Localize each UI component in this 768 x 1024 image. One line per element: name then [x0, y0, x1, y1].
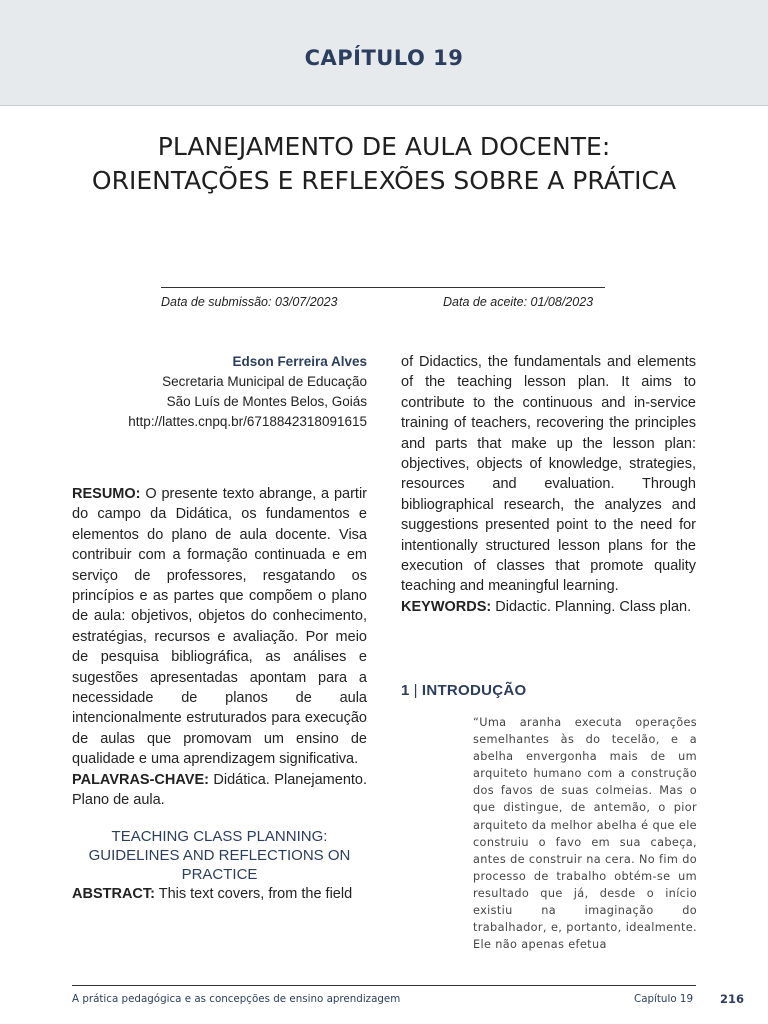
page-number: 216 — [720, 992, 745, 1006]
author-name: Edson Ferreira Alves — [232, 354, 367, 369]
author-block — [72, 352, 367, 432]
section-separator: | — [413, 682, 418, 699]
footer-divider — [72, 985, 696, 986]
right-column — [401, 352, 696, 617]
keywords-label: KEYWORDS: — [401, 598, 492, 615]
article-title-line-1: PLANEJAMENTO DE AULA DOCENTE: — [157, 132, 611, 161]
chapter-label: CAPÍTULO 19 — [304, 46, 464, 70]
section-title: INTRODUÇÃO — [421, 682, 527, 699]
acceptance-date: Data de aceite: 01/08/2023 — [443, 295, 594, 309]
author-location: São Luís de Montes Belos, Goiás — [166, 394, 367, 409]
english-title: TEACHING CLASS PLANNING: GUIDELINES AND REFLECTIONS ON PRACTICE — [88, 827, 351, 883]
submission-date: Data de submissão: 03/07/2023 — [161, 295, 338, 309]
resumo-paragraph — [72, 484, 367, 770]
palavras-chave-text: Didática. Planejamento. Plano de aula. — [72, 771, 367, 809]
section-number: 1 — [401, 682, 410, 699]
footer-chapter: Capítulo 19 — [634, 993, 693, 1005]
author-lattes-link[interactable]: http://lattes.cnpq.br/6718842318091615 — [128, 414, 367, 429]
resumo-label: RESUMO: — [72, 486, 141, 502]
keywords-paragraph — [401, 597, 696, 617]
palavras-chave-label: PALAVRAS-CHAVE: — [72, 771, 209, 788]
abstract-paragraph-start — [72, 884, 367, 904]
keywords-text: Didactic. Planning. Class plan. — [491, 598, 692, 615]
article-title — [40, 130, 728, 198]
abstract-label: ABSTRACT: — [72, 885, 155, 902]
abstract-text-right: of Didactics, the fundamentals and elements of the teaching lesson plan. It aims to contribute to the continuous and in-service training of teachers, recovering the principles and parts that make up the lesson plan: objectives, objects of knowledge, strategies, resources and evaluation. Through bibliographical research, the analyzes and suggestions presented point to the need for intentionally structured lesson plans for the execution of classes that promote quality teaching and meaningful learning. — [401, 354, 696, 595]
article-title-line-2: ORIENTAÇÕES E REFLEXÕES SOBRE A PRÁTICA — [91, 166, 677, 195]
footer-book-title: A prática pedagógica e as concepções de ensino aprendizagem — [72, 993, 401, 1005]
palavras-chave-paragraph — [72, 770, 367, 811]
block-quote: “Uma aranha executa operações semelhantes às do tecelão, e a abelha envergonha mais de um arquiteto humano com a construção dos favos de suas colmeias. Mas o que distingue, de antemão, o pior arquiteto da melhor abelha é que ele construiu o favo em sua cabeça, antes de construir na cera. No fim do processo de trabalho obtém-se um resultado que já, desde o início existiu na imaginação do trabalhador, e, portanto, idealmente. Ele não apenas efetua — [473, 716, 697, 952]
section-heading-introducao — [401, 682, 527, 699]
author-affiliation: Secretaria Municipal de Educação — [162, 374, 367, 389]
abstract-text-left: This text covers, from the field — [154, 885, 353, 902]
resumo-text: O presente texto abrange, a partir do campo da Didática, os fundamentos e elementos do plano de aula docente. Visa contribuir com a formação continuada e em serviço de professores, resgatando os princípios e as partes que compõem o plano de aula: objetivos, objetos do conhecimento, estratégias, recursos e avaliação. Por meio de pesquisa bibliográfica, as análises e sugestões apresentadas apontam para a necessidade de planos de aula intencionalmente estruturados para execução de aulas que promovam um ensino de qualidade e uma aprendizagem significativa. — [72, 486, 367, 768]
left-column — [72, 484, 367, 904]
dates-divider — [161, 287, 605, 288]
